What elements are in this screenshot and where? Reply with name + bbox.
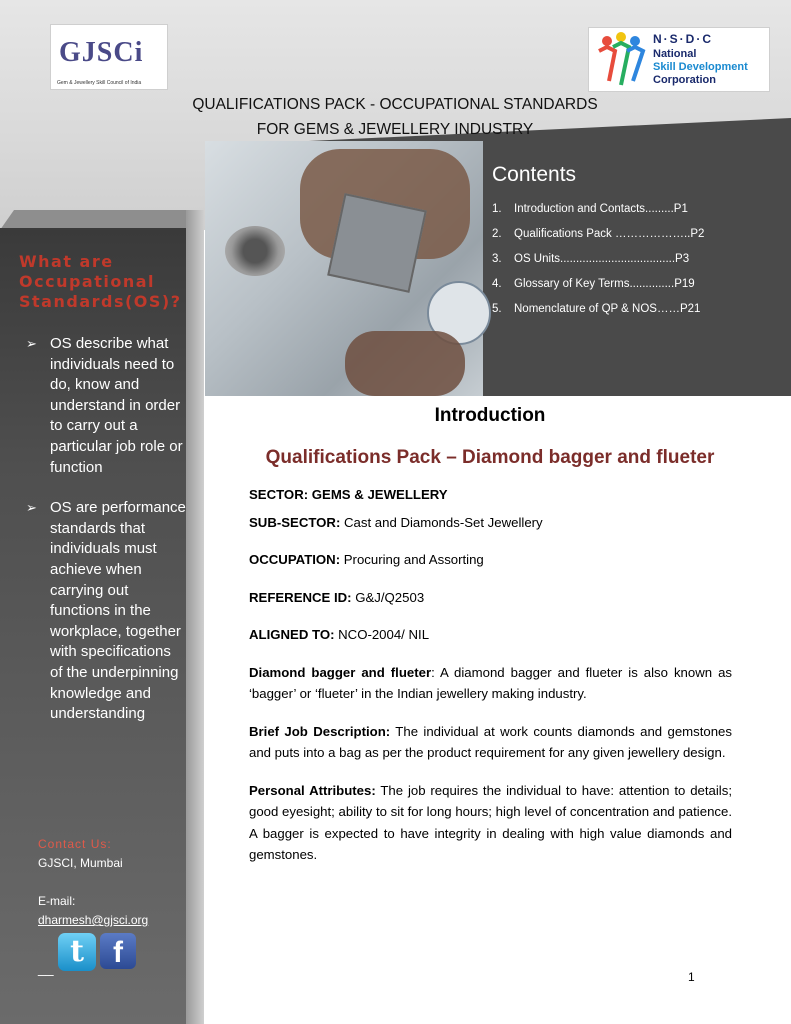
gjsci-logo xyxy=(50,24,168,90)
email-link[interactable]: dharmesh@gjsci.org xyxy=(38,913,149,927)
contents-item[interactable] xyxy=(492,222,782,247)
facebook-icon[interactable]: f xyxy=(100,933,136,969)
nsdc-acronym: N·S·D·C xyxy=(653,32,713,46)
attributes-text: The job requires the individual to have: attention to details; good eyesight; ability to sit for long hours; high level of concentration and patience. A bagger is expected to have integrity in dealing with high value diamonds and gemstones. xyxy=(249,782,732,862)
occupation-label: OCCUPATION: xyxy=(249,552,341,567)
gjsci-logo-subtitle: Gem & Jewellery Skill Council of India xyxy=(57,80,142,86)
contact-org: GJSCI, Mumbai xyxy=(38,856,123,870)
page-title-line1: QUALIFICATIONS PACK - OCCUPATIONAL STANDARDS xyxy=(192,96,598,113)
contents-item-number: 2. xyxy=(492,228,502,240)
nsdc-line1: National xyxy=(653,48,697,60)
subsector-value: Cast and Diamonds-Set Jewellery xyxy=(340,514,543,530)
attributes-paragraph xyxy=(249,780,732,866)
job-description-paragraph xyxy=(249,721,732,764)
contents-item[interactable] xyxy=(492,297,782,322)
reference-id-value: G&J/Q2503 xyxy=(351,589,425,605)
main-body xyxy=(249,484,732,866)
photo-hand-lower xyxy=(345,331,465,396)
sidebar-dash: __ xyxy=(38,960,54,976)
contents-item-number: 5. xyxy=(492,303,502,315)
sector-line xyxy=(249,484,732,506)
job-description-label: Brief Job Description: xyxy=(249,723,391,739)
sidebar-edge xyxy=(186,210,204,1024)
contents-item-text: Introduction and Contacts.........P1 xyxy=(514,203,688,215)
contents-item[interactable] xyxy=(492,272,782,297)
contents-item[interactable] xyxy=(492,247,782,272)
occupation-line xyxy=(249,549,732,571)
contents-item-number: 3. xyxy=(492,253,502,265)
role-paragraph xyxy=(249,662,732,705)
photo-tray xyxy=(327,193,427,293)
contact-label: Contact Us: xyxy=(38,837,112,851)
page-number: 1 xyxy=(688,970,695,984)
sidebar-bullet xyxy=(26,498,186,725)
twitter-icon[interactable]: t xyxy=(58,933,96,971)
reference-id-line xyxy=(249,587,732,609)
sidebar-top-bevel xyxy=(0,210,190,230)
contents-item-text: Glossary of Key Terms..............P19 xyxy=(514,278,695,290)
gjsci-logo-word: GJSCi xyxy=(59,37,144,68)
intro-heading: Introduction xyxy=(434,405,546,426)
sidebar-bullet-text: OS are performance standards that individuals must achieve when carrying out functions in the workplace, together with specifications of the underpinning knowledge and understanding xyxy=(50,499,186,723)
sidebar-question: What are Occupational Standards(OS)? xyxy=(19,252,182,311)
contents-item-number: 1. xyxy=(492,203,502,215)
contents-item[interactable] xyxy=(492,197,782,222)
aligned-to-value: NCO-2004/ NIL xyxy=(334,627,430,642)
arrow-bullet-icon: ➢ xyxy=(26,500,37,516)
contents-item-text: OS Units....................................P3 xyxy=(514,253,690,265)
page-title-line2: FOR GEMS & JEWELLERY INDUSTRY xyxy=(256,121,534,138)
occupation-value: Procuring and Assorting xyxy=(340,552,484,567)
qp-heading: Qualifications Pack – Diamond bagger and flueter xyxy=(265,447,715,468)
contact-block xyxy=(38,835,148,930)
arrow-bullet-icon: ➢ xyxy=(26,336,37,351)
nsdc-logo xyxy=(588,27,770,92)
nsdc-figures-icon xyxy=(591,29,651,89)
sidebar-bullets xyxy=(26,334,186,745)
subsector-label: SUB-SECTOR: xyxy=(249,514,341,530)
job-description-text: The individual at work counts diamonds and gemstones and puts into a bag as per the product requirement for any given jewellery design. xyxy=(249,723,732,760)
subsector-line xyxy=(249,512,732,534)
nsdc-line3: Corporation xyxy=(653,74,716,86)
aligned-to-line xyxy=(249,624,732,646)
contents-item-text: Nomenclature of QP & NOS……P21 xyxy=(514,303,701,315)
sidebar-bullet-text: OS describe what individuals need to do, know and understand in order to carry out a particular job role or function xyxy=(50,335,183,476)
aligned-to-label: ALIGNED TO: xyxy=(249,627,335,642)
photo-loupe xyxy=(225,226,285,276)
contents-heading: Contents xyxy=(492,163,577,186)
sidebar-bullet xyxy=(26,334,186,478)
sector-label: SECTOR: GEMS & JEWELLERY xyxy=(249,487,448,502)
diamond-sorting-photo xyxy=(205,141,483,396)
contents-section xyxy=(492,163,782,322)
role-text: : A diamond bagger and flueter is also known as ‘bagger’ or ‘flueter’ in the Indian jewellery making industry. xyxy=(249,664,732,701)
role-label: Diamond bagger and flueter xyxy=(249,664,432,680)
attributes-label: Personal Attributes: xyxy=(249,782,376,798)
contents-item-text: Qualifications Pack ………………..P2 xyxy=(514,228,705,240)
email-label: E-mail: xyxy=(38,894,76,908)
contents-list xyxy=(492,197,782,322)
nsdc-line2: Skill Development xyxy=(653,61,748,73)
contents-item-number: 4. xyxy=(492,278,502,290)
reference-id-label: REFERENCE ID: xyxy=(249,589,352,605)
